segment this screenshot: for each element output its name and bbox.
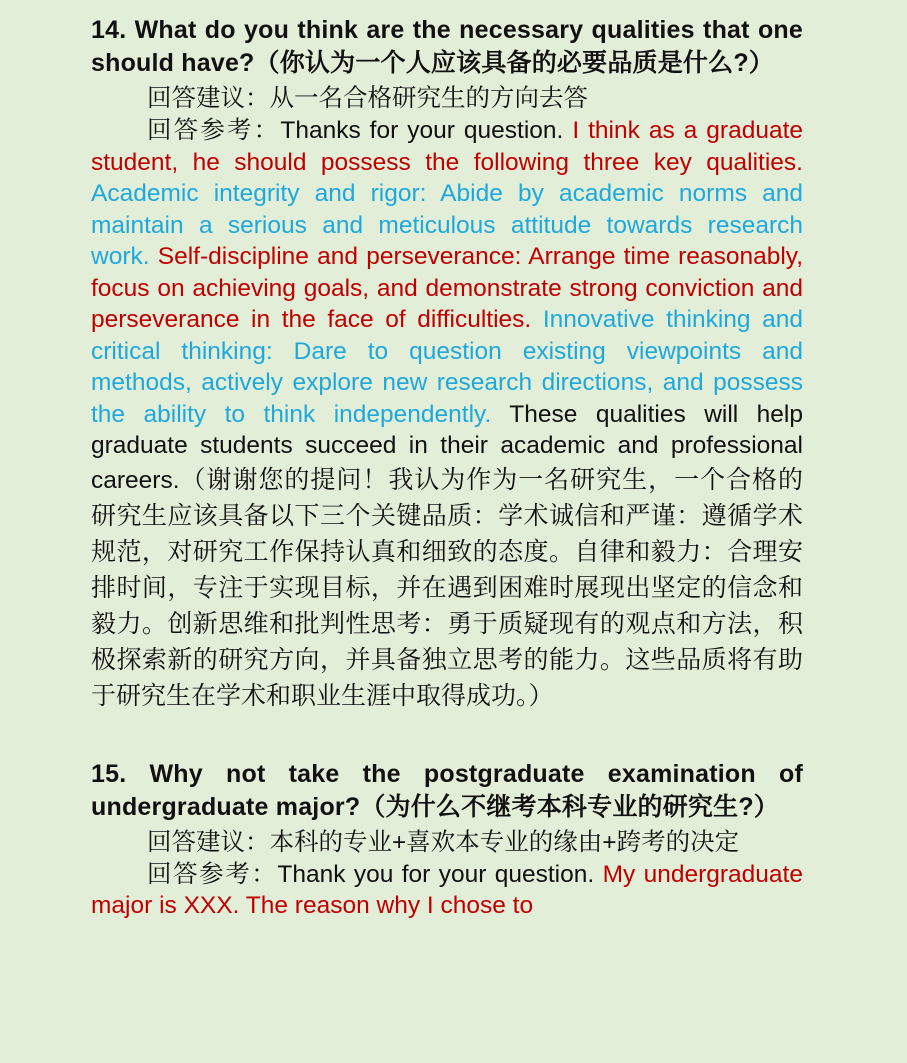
question-14-title: 14. What do you think are the necessary qualities that one should have?（你认为一个人应该具备的必要品质是什么?） xyxy=(91,16,803,77)
answer-chinese-translation: （谢谢您的提问！我认为作为一名研究生，一个合格的研究生应该具备以下三个关键品质：学术诚信和严谨：遵循学术规范，对研究工作保持认真和细致的态度。自律和毅力：合理安排时间，专注于实现目标，并在遇到困难时展现出坚定的信念和毅力。创新思维和批判性思考：勇于质疑现有的观点和方法，积极探索新的研究方向，并具备独立思考的能力。这些品质将有助于研究生在学术和职业生涯中取得成功。） xyxy=(91,465,803,710)
document-content xyxy=(91,14,803,922)
question-14-answer xyxy=(91,115,803,714)
question-15 xyxy=(91,758,803,922)
answer-red-segment-1: I think as a graduate student, he should possess the following three key qualities. xyxy=(91,117,804,176)
answer-red-segment-2: Self-discipline and perseverance: Arrange time reasonably, focus on achieving goals, and demonstrate strong conviction and perseverance in the face of difficulties. xyxy=(91,243,803,333)
answer-closing: These qualities will help graduate students succeed in their academic and professional careers. xyxy=(91,400,803,494)
answer-ref-label: 回答参考： xyxy=(147,117,281,144)
question-15-answer xyxy=(91,859,803,922)
answer-blue-segment-1: Academic integrity and rigor: Abide by academic norms and maintain a serious and meticulous attitude towards research work. xyxy=(91,180,803,270)
answer-red-segment-1: My undergraduate major is XXX. The reason why I chose to xyxy=(91,860,803,919)
answer-intro: Thanks for your question. xyxy=(280,117,573,144)
answer-ref-label: 回答参考： xyxy=(147,860,278,888)
question-14 xyxy=(91,14,803,714)
question-14-suggestion: 回答建议：从一名合格研究生的方向去答 xyxy=(147,85,588,112)
answer-intro: Thank you for your question. xyxy=(277,860,603,888)
answer-blue-segment-2: Innovative thinking and critical thinking: Dare to question existing viewpoints and methods, actively explore new research directions, and possess the ability to think independently. xyxy=(91,306,804,428)
question-15-title: 15. Why not take the postgraduate examination of undergraduate major?（为什么不继考本科专业的研究生?） xyxy=(91,759,803,821)
question-15-suggestion: 回答建议：本科的专业+喜欢本专业的缘由+跨考的决定 xyxy=(147,828,740,856)
